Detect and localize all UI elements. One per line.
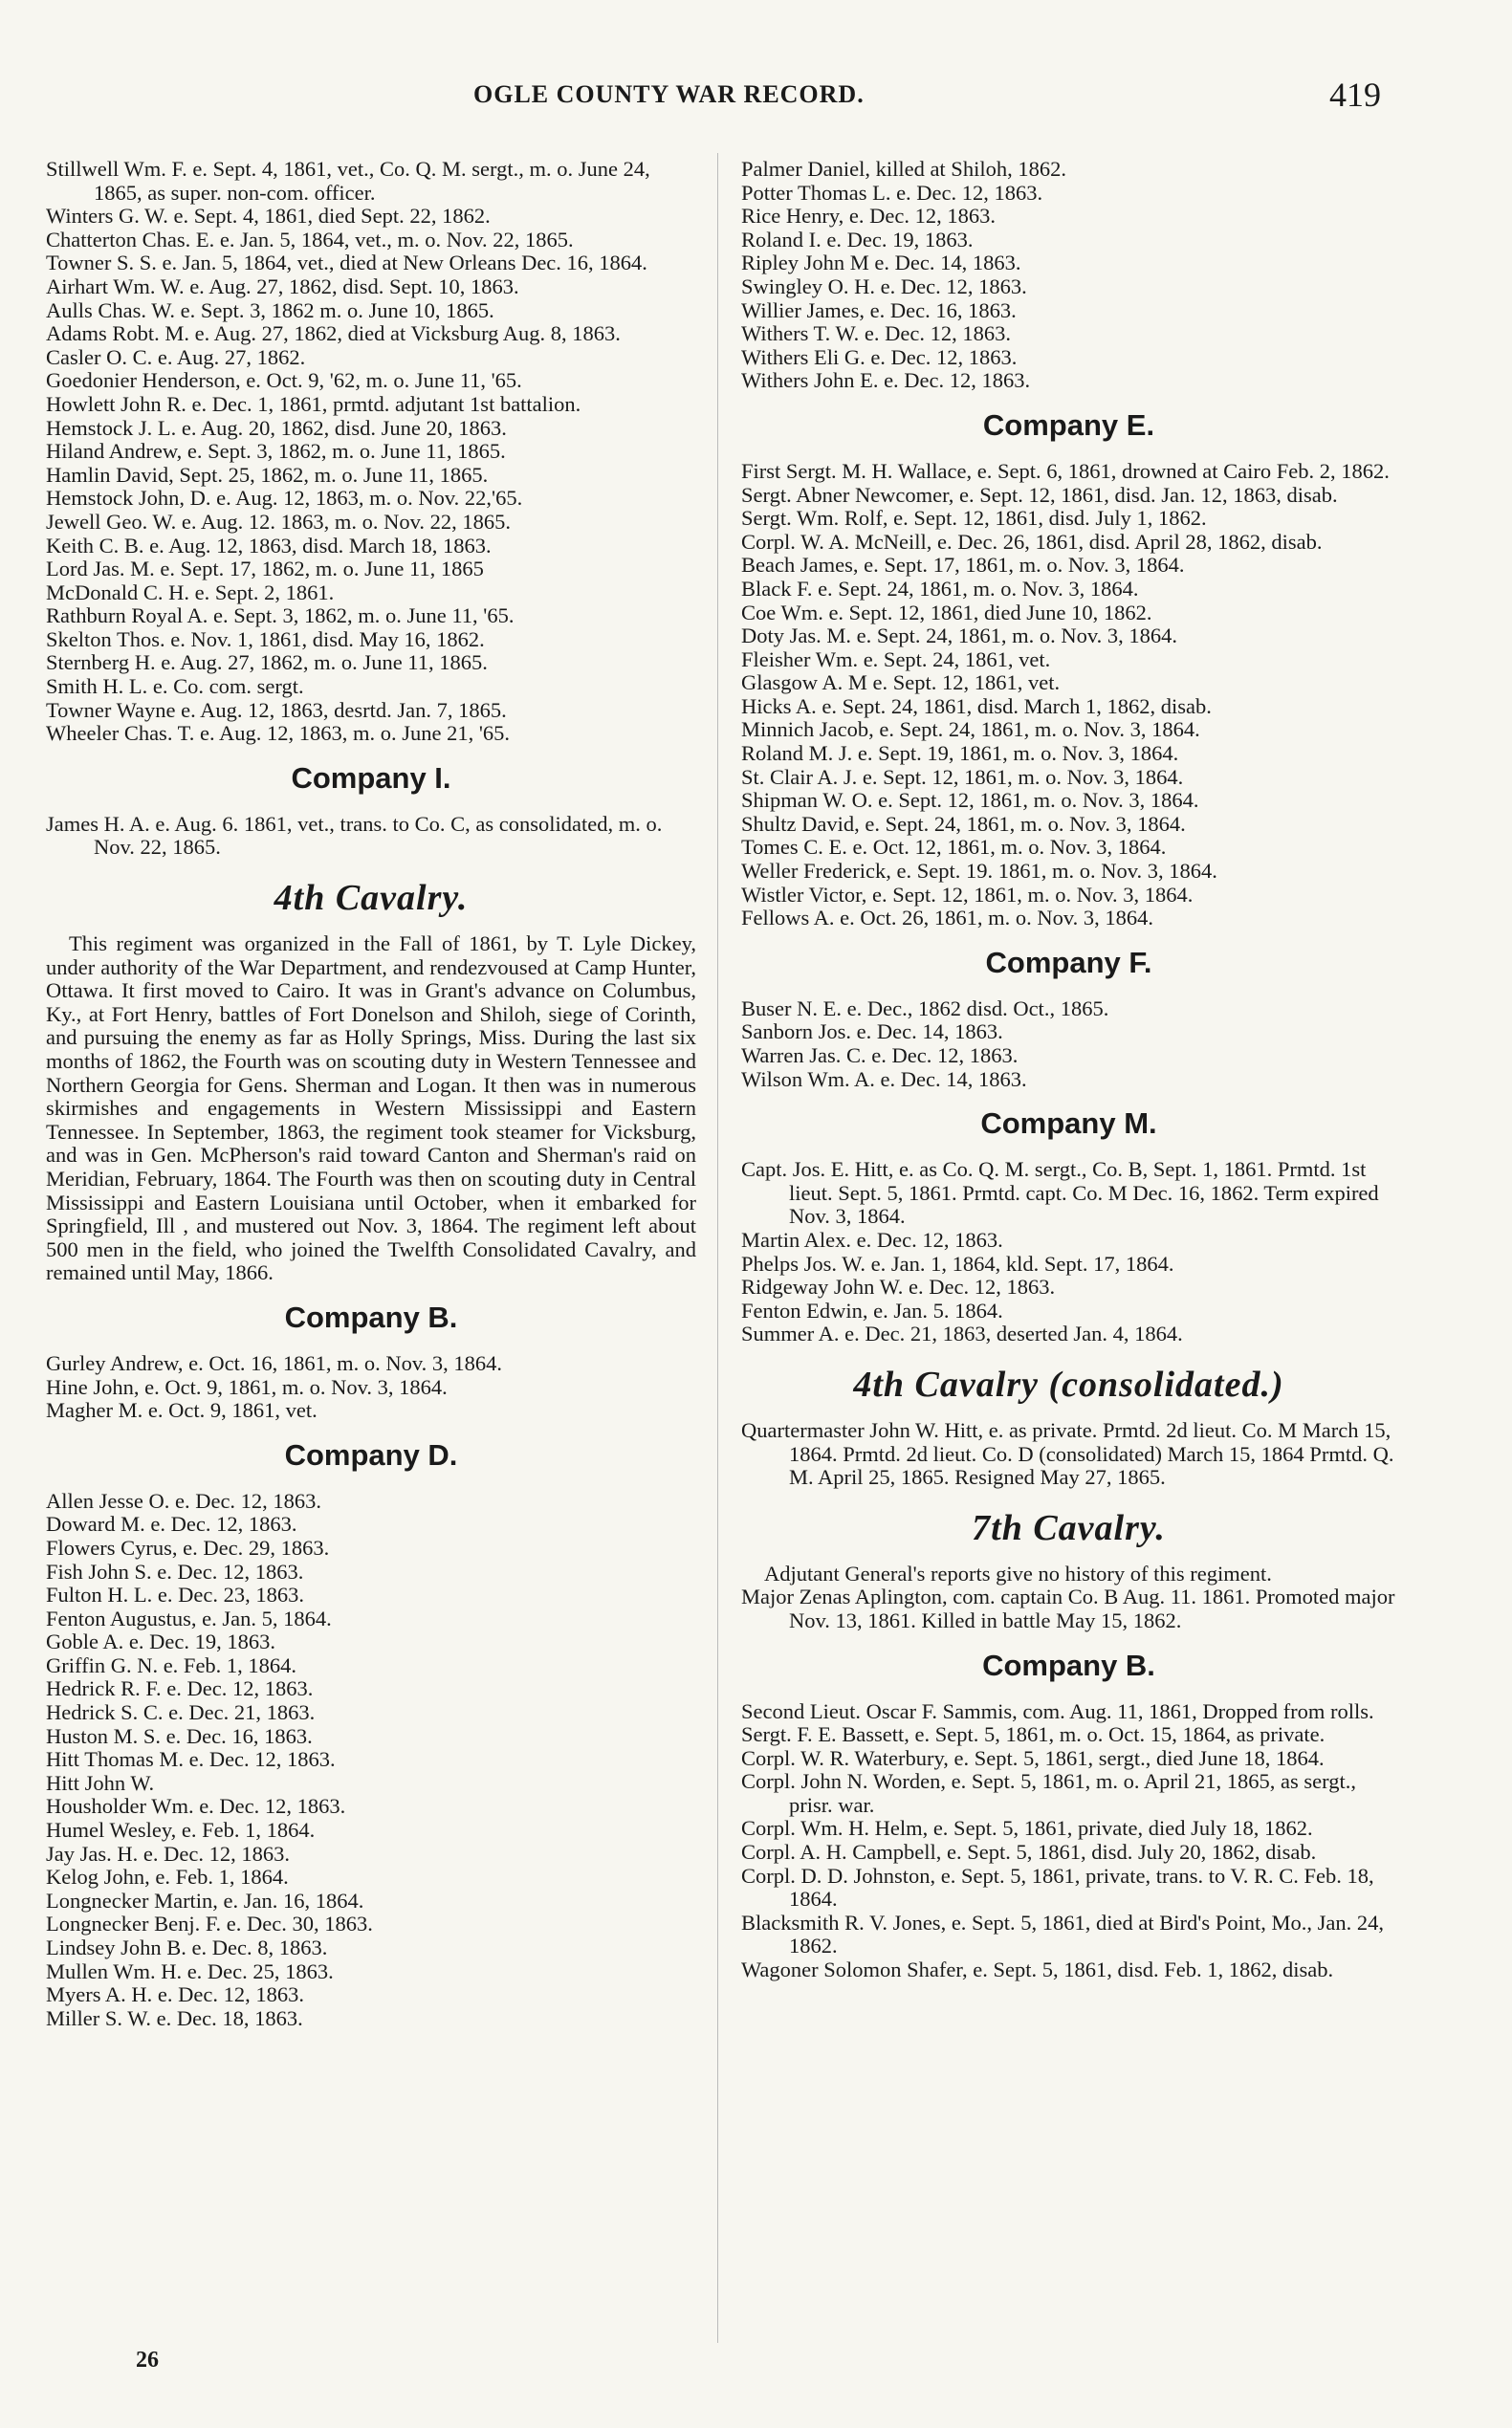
roster-entry: Allen Jesse O. e. Dec. 12, 1863.	[46, 1488, 322, 1513]
roster-entry: Fenton Augustus, e. Jan. 5, 1864.	[46, 1606, 332, 1630]
roster-entry: Potter Thomas L. e. Dec. 12, 1863.	[741, 180, 1043, 205]
roster-entry: Goedonier Henderson, e. Oct. 9, '62, m. o. June 11, '65.	[46, 368, 522, 393]
roster-entry: Shipman W. O. e. Sept. 12, 1861, m. o. Nov. 3, 1864.	[741, 788, 1199, 813]
roster-entry: Skelton Thos. e. Nov. 1, 1861, disd. May 16, 1862.	[46, 626, 485, 651]
roster-entry: Wagoner Solomon Shafer, e. Sept. 5, 1861, disd. Feb. 1, 1862, disab.	[741, 1958, 1334, 1982]
column-divider	[717, 153, 718, 2343]
roster-entry: Housholder Wm. e. Dec. 12, 1863.	[46, 1794, 346, 1819]
roster-entry: Hitt John W.	[46, 1770, 155, 1795]
roster-entry: Aulls Chas. W. e. Sept. 3, 1862 m. o. June 10, 1865.	[46, 297, 494, 322]
roster-entry: Weller Frederick, e. Sept. 19. 1861, m. o. Nov. 3, 1864.	[741, 859, 1217, 884]
entry-list	[46, 1490, 696, 2031]
entry-list	[741, 1158, 1396, 1346]
entry-list	[741, 1586, 1396, 1632]
roster-entry: Fulton H. L. e. Dec. 23, 1863.	[46, 1583, 304, 1608]
roster-entry: Humel Wesley, e. Feb. 1, 1864.	[46, 1818, 316, 1843]
roster-entry: Stillwell Wm. F. e. Sept. 4, 1861, vet., Co. Q. M. sergt., m. o. June 24, 1865, as super. non-com. officer.	[46, 157, 650, 205]
roster-entry: Wistler Victor, e. Sept. 12, 1861, m. o. Nov. 3, 1864.	[741, 882, 1194, 907]
roster-entry: Quartermaster John W. Hitt, e. as private. Prmtd. 2d lieut. Co. M March 15, 1864. Prmtd. 2d lieut. Co. D (consolidated) March 15, 1864 Prmtd. Q. M. April 25, 1865. Resigned May 27, 1865.	[741, 1417, 1394, 1490]
roster-entry: Hamlin David, Sept. 25, 1862, m. o. June 11, 1865.	[46, 462, 489, 487]
roster-entry: Black F. e. Sept. 24, 1861, m. o. Nov. 3, 1864.	[741, 576, 1139, 601]
roster-entry: Sternberg H. e. Aug. 27, 1862, m. o. June 11, 1865.	[46, 650, 488, 675]
roster-entry: Jewell Geo. W. e. Aug. 12. 1863, m. o. Nov. 22, 1865.	[46, 509, 512, 534]
roster-entry: Hiland Andrew, e. Sept. 3, 1862, m. o. June 11, 1865.	[46, 439, 506, 464]
roster-entry: Towner S. S. e. Jan. 5, 1864, vet., died at New Orleans Dec. 16, 1864.	[46, 251, 647, 275]
roster-entry: Second Lieut. Oscar F. Sammis, com. Aug. 11, 1861, Dropped from rolls.	[741, 1698, 1374, 1723]
roster-entry: Doty Jas. M. e. Sept. 24, 1861, m. o. Nov. 3, 1864.	[741, 623, 1178, 648]
roster-entry: Rathburn Royal A. e. Sept. 3, 1862, m. o. June 11, '65.	[46, 603, 515, 628]
entry-list	[741, 1700, 1396, 1982]
roster-entry: Ripley John M e. Dec. 14, 1863.	[741, 251, 1021, 275]
roster-entry: Goble A. e. Dec. 19, 1863.	[46, 1630, 275, 1654]
roster-entry: Sergt. Wm. Rolf, e. Sept. 12, 1861, disd. July 1, 1862.	[741, 506, 1207, 531]
roster-entry: Hemstock John, D. e. Aug. 12, 1863, m. o. Nov. 22,'65.	[46, 486, 523, 511]
roster-entry: St. Clair A. J. e. Sept. 12, 1861, m. o. Nov. 3, 1864.	[741, 764, 1184, 789]
roster-entry: Major Zenas Aplington, com. captain Co. B Aug. 11. 1861. Promoted major Nov. 13, 1861. Killed in battle May 15, 1862.	[741, 1585, 1395, 1632]
section-heading-4th-cavalry-consolidated: 4th Cavalry (consolidated.)	[853, 1364, 1284, 1405]
roster-entry: Howlett John R. e. Dec. 1, 1861, prmtd. adjutant 1st battalion.	[46, 391, 581, 416]
roster-entry: Jay Jas. H. e. Dec. 12, 1863.	[46, 1841, 290, 1866]
roster-entry: Roland I. e. Dec. 19, 1863.	[741, 227, 974, 252]
entry-list	[741, 460, 1396, 930]
entry-list	[741, 997, 1396, 1091]
roster-entry: Corpl. A. H. Campbell, e. Sept. 5, 1861, disd. July 20, 1862, disab.	[741, 1840, 1317, 1865]
roster-entry: Summer A. e. Dec. 21, 1863, deserted Jan. 4, 1864.	[741, 1322, 1183, 1346]
section-heading-company-e: Company E.	[982, 407, 1155, 442]
entry-list	[46, 158, 696, 746]
roster-entry: Casler O. C. e. Aug. 27, 1862.	[46, 344, 306, 369]
regiment-history-paragraph: This regiment was organized in the Fall of 1861, by T. Lyle Dickey, under authority of the War Department, and rendezvoused at Camp Hunter, Ottawa. It first moved to Cairo. It was in Grant's advance on Columbus, Ky., at Fort Henry, battles of Fort Donelson and Shiloh, siege of Corinth, and pursuing the enemy as far as Holly Springs, Miss. During the last six months of 1862, the Fourth was on scouting duty in Western Tennessee and Northern Georgia for Gens. Sherman and Logan. It then was in numerous skirmishes and engagements in Western Mississippi and Eastern Tennessee. In September, 1863, the regiment took steamer for Vicksburg, and was in Gen. McPherson's raid toward Canton and Sherman's raid on Meridian, February, 1864. The Fourth was then on scouting duty in Central Mississippi and Eastern Louisiana until October, when it embarked for Springfield, Ill , and mustered out Nov. 3, 1864. The regiment left about 500 men in the field, who joined the Twelfth Consolidated Cavalry, and remained until May, 1866.	[46, 931, 696, 1285]
roster-entry: Hine John, e. Oct. 9, 1861, m. o. Nov. 3, 1864.	[46, 1374, 448, 1399]
roster-entry: Blacksmith R. V. Jones, e. Sept. 5, 1861, died at Bird's Point, Mo., Jan. 24, 1862.	[741, 1910, 1384, 1958]
roster-entry: Adams Robt. M. e. Aug. 27, 1862, died at Vicksburg Aug. 8, 1863.	[46, 321, 621, 346]
roster-entry: McDonald C. H. e. Sept. 2, 1861.	[46, 580, 335, 604]
roster-entry: Withers John E. e. Dec. 12, 1863.	[741, 368, 1031, 393]
signature-mark: 26	[136, 2348, 159, 2373]
entry-list	[741, 158, 1396, 393]
section-heading-company-f: Company F.	[985, 945, 1152, 979]
roster-entry: James H. A. e. Aug. 6. 1861, vet., trans. to Co. C, as consolidated, m. o. Nov. 22, 1865.	[46, 811, 663, 860]
roster-entry: Fish John S. e. Dec. 12, 1863.	[46, 1559, 304, 1584]
roster-entry: Lindsey John B. e. Dec. 8, 1863.	[46, 1936, 328, 1959]
roster-entry: Coe Wm. e. Sept. 12, 1861, died June 10, 1862.	[741, 600, 1152, 624]
roster-entry: Wilson Wm. A. e. Dec. 14, 1863.	[741, 1066, 1027, 1091]
roster-entry: Chatterton Chas. E. e. Jan. 5, 1864, vet., m. o. Nov. 22, 1865.	[46, 227, 574, 252]
roster-entry: Roland M. J. e. Sept. 19, 1861, m. o. Nov. 3, 1864.	[741, 741, 1179, 766]
roster-entry: Hemstock J. L. e. Aug. 20, 1862, disd. June 20, 1863.	[46, 415, 507, 440]
regiment-note: Adjutant General's reports give no history of this regiment.	[764, 1561, 1272, 1586]
section-heading-company-m: Company M.	[980, 1106, 1157, 1141]
roster-entry: Winters G. W. e. Sept. 4, 1861, died Sept. 22, 1862.	[46, 204, 491, 229]
roster-entry: Longnecker Benj. F. e. Dec. 30, 1863.	[46, 1912, 373, 1936]
roster-entry: Magher M. e. Oct. 9, 1861, vet.	[46, 1398, 318, 1423]
roster-entry: Ridgeway John W. e. Dec. 12, 1863.	[741, 1275, 1056, 1300]
left-column	[46, 158, 696, 2030]
roster-entry: Buser N. E. e. Dec., 1862 disd. Oct., 1865.	[741, 995, 1109, 1020]
roster-entry: Hicks A. e. Sept. 24, 1861, disd. March 1, 1862, disab.	[741, 693, 1212, 718]
page-header	[0, 75, 1512, 113]
roster-entry: Sergt. Abner Newcomer, e. Sept. 12, 1861, disd. Jan. 12, 1863, disab.	[741, 482, 1338, 507]
roster-entry: Airhart Wm. W. e. Aug. 27, 1862, disd. Sept. 10, 1863.	[46, 273, 519, 298]
roster-entry: Minnich Jacob, e. Sept. 24, 1861, m. o. Nov. 3, 1864.	[741, 717, 1200, 742]
roster-entry: Corpl. W. R. Waterbury, e. Sept. 5, 1861, sergt., died June 18, 1864.	[741, 1745, 1325, 1770]
roster-entry: Corpl. Wm. H. Helm, e. Sept. 5, 1861, private, died July 18, 1862.	[741, 1816, 1313, 1841]
roster-entry: Withers Eli G. e. Dec. 12, 1863.	[741, 344, 1018, 369]
roster-entry: Shultz David, e. Sept. 24, 1861, m. o. Nov. 3, 1864.	[741, 811, 1186, 836]
section-heading-4th-cavalry: 4th Cavalry.	[274, 878, 469, 919]
roster-entry: Huston M. S. e. Dec. 16, 1863.	[46, 1723, 313, 1748]
section-heading-7th-cavalry: 7th Cavalry.	[972, 1507, 1166, 1548]
roster-entry: Sanborn Jos. e. Dec. 14, 1863.	[741, 1019, 1003, 1044]
roster-entry: Beach James, e. Sept. 17, 1861, m. o. Nov. 3, 1864.	[741, 553, 1185, 578]
roster-entry: Keith C. B. e. Aug. 12, 1863, disd. March 18, 1863.	[46, 533, 492, 558]
roster-entry: Smith H. L. e. Co. com. sergt.	[46, 674, 304, 699]
section-heading-company-d: Company D.	[284, 1437, 458, 1472]
roster-entry: Rice Henry, e. Dec. 12, 1863.	[741, 204, 996, 229]
page-number: 419	[1329, 76, 1381, 114]
roster-entry: Kelog John, e. Feb. 1, 1864.	[46, 1865, 289, 1890]
roster-entry: Myers A. H. e. Dec. 12, 1863.	[46, 1982, 304, 2007]
roster-entry: Corpl. D. D. Johnston, e. Sept. 5, 1861, private, trans. to V. R. C. Feb. 18, 1864.	[741, 1863, 1374, 1912]
roster-entry: Fellows A. e. Oct. 26, 1861, m. o. Nov. 3, 1864.	[741, 906, 1154, 930]
roster-entry: Gurley Andrew, e. Oct. 16, 1861, m. o. Nov. 3, 1864.	[46, 1350, 503, 1375]
roster-entry: Wheeler Chas. T. e. Aug. 12, 1863, m. o. June 21, '65.	[46, 721, 511, 746]
roster-entry: Doward M. e. Dec. 12, 1863.	[46, 1512, 297, 1537]
roster-entry: Capt. Jos. E. Hitt, e. as Co. Q. M. sergt., Co. B, Sept. 1, 1861. Prmtd. 1st lieut. Sept. 5, 1861. Prmtd. capt. Co. M Dec. 16, 1862. Term expired Nov. 3, 1864.	[741, 1157, 1379, 1229]
roster-entry: Mullen Wm. H. e. Dec. 25, 1863.	[46, 1958, 334, 1983]
section-heading-company-i: Company I.	[291, 760, 451, 795]
roster-entry: Corpl. John N. Worden, e. Sept. 5, 1861, m. o. April 21, 1865, as sergt., prisr. war.	[741, 1769, 1356, 1817]
roster-entry: Martin Alex. e. Dec. 12, 1863.	[741, 1227, 1003, 1252]
roster-entry: Towner Wayne e. Aug. 12, 1863, desrtd. Jan. 7, 1865.	[46, 697, 507, 722]
running-title: OGLE COUNTY WAR RECORD.	[473, 80, 865, 108]
roster-entry: Flowers Cyrus, e. Dec. 29, 1863.	[46, 1535, 330, 1560]
roster-entry: Miller S. W. e. Dec. 18, 1863.	[46, 2005, 303, 2030]
roster-entry: Griffin G. N. e. Feb. 1, 1864.	[46, 1652, 297, 1677]
roster-entry: Corpl. W. A. McNeill, e. Dec. 26, 1861, disd. April 28, 1862, disab.	[741, 529, 1323, 554]
entry-list	[46, 813, 696, 860]
roster-entry: First Sergt. M. H. Wallace, e. Sept. 6, 1861, drowned at Cairo Feb. 2, 1862.	[741, 458, 1390, 483]
roster-entry: Sergt. F. E. Bassett, e. Sept. 5, 1861, m. o. Oct. 15, 1864, as private.	[741, 1722, 1326, 1747]
roster-entry: Willier James, e. Dec. 16, 1863.	[741, 297, 1017, 322]
roster-entry: Withers T. W. e. Dec. 12, 1863.	[741, 321, 1011, 346]
roster-entry: Lord Jas. M. e. Sept. 17, 1862, m. o. June 11, 1865	[46, 557, 484, 581]
roster-entry: Hedrick R. F. e. Dec. 12, 1863.	[46, 1676, 314, 1701]
roster-entry: Phelps Jos. W. e. Jan. 1, 1864, kld. Sept. 17, 1864.	[741, 1251, 1174, 1276]
entry-list	[741, 1419, 1396, 1490]
roster-entry: Fenton Edwin, e. Jan. 5. 1864.	[741, 1298, 1003, 1323]
roster-entry: Fleisher Wm. e. Sept. 24, 1861, vet.	[741, 646, 1051, 671]
roster-entry: Hitt Thomas M. e. Dec. 12, 1863.	[46, 1747, 336, 1772]
roster-entry: Tomes C. E. e. Oct. 12, 1861, m. o. Nov. 3, 1864.	[741, 835, 1167, 860]
roster-entry: Swingley O. H. e. Dec. 12, 1863.	[741, 273, 1027, 298]
right-column	[741, 158, 1396, 1982]
section-heading-company-b-7th: Company B.	[982, 1648, 1155, 1682]
entry-list	[46, 1352, 696, 1423]
roster-entry: Hedrick S. C. e. Dec. 21, 1863.	[46, 1700, 316, 1725]
roster-entry: Palmer Daniel, killed at Shiloh, 1862.	[741, 157, 1066, 181]
roster-entry: Warren Jas. C. e. Dec. 12, 1863.	[741, 1043, 1019, 1067]
section-heading-company-b: Company B.	[284, 1300, 458, 1334]
roster-entry: Glasgow A. M e. Sept. 12, 1861, vet.	[741, 670, 1061, 695]
roster-entry: Longnecker Martin, e. Jan. 16, 1864.	[46, 1888, 364, 1913]
